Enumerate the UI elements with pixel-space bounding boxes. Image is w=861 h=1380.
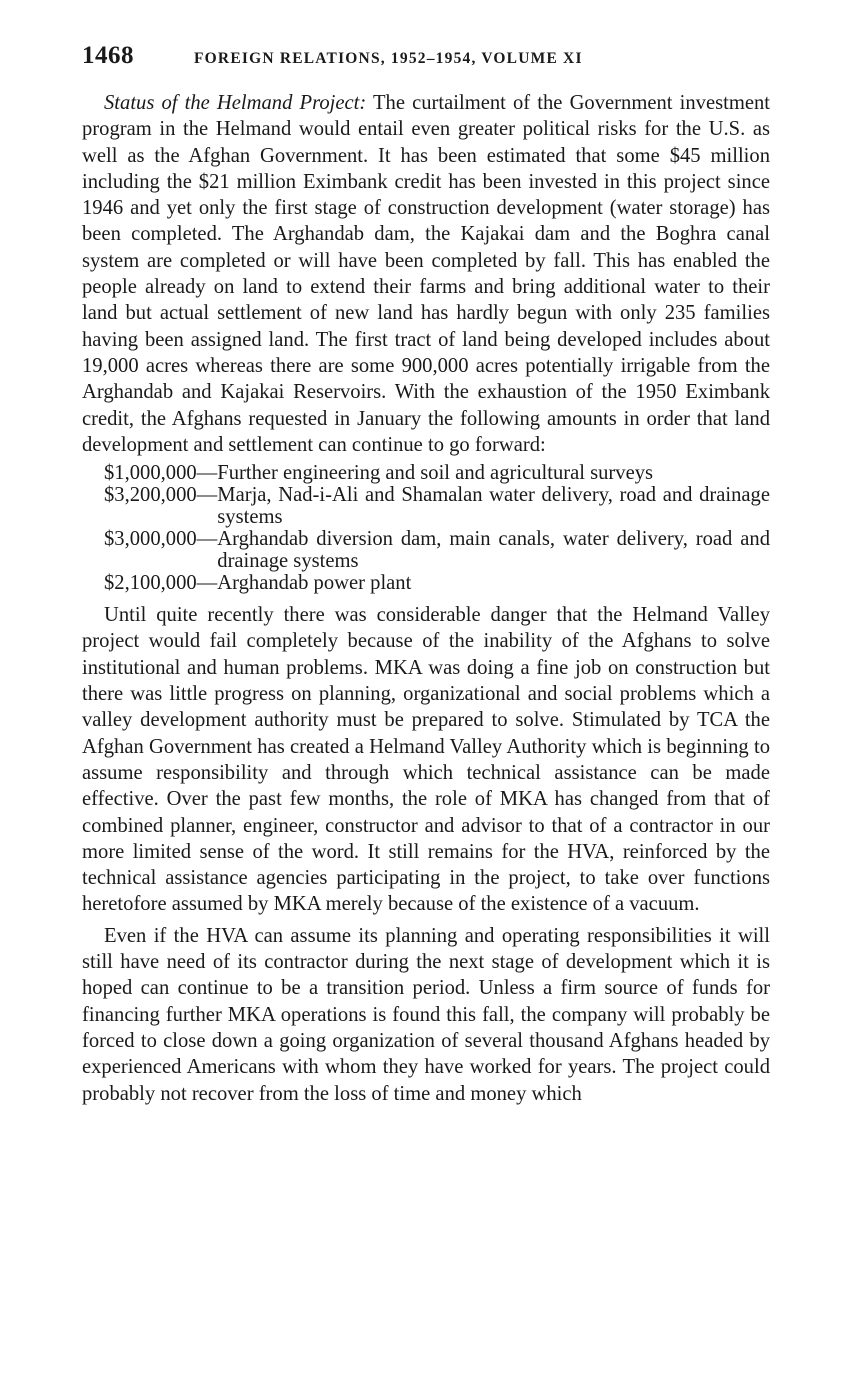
list-item [104,462,770,484]
amount-description: Marja, Nad-i-Ali and Shamalan water delivery, road and drainage systems [217,484,770,529]
volume-title: FOREIGN RELATIONS, 1952–1954, VOLUME XI [194,50,583,67]
running-header [82,42,770,78]
amount-value: $1,000,000— [104,462,218,485]
amount-value: $2,100,000— [104,572,218,595]
document-page [82,42,770,1107]
section-lead: Status of the Helmand Project: [104,92,367,114]
list-item [104,484,770,528]
amount-description: Arghandab power plant [217,572,412,595]
paragraph-valley-authority: Until quite recently there was considerable danger that the Helmand Valley project would fail completely because of the inability of the Afghans to solve institutional and human problems. MKA was doing a fine job on construction but there was little progress on planning, organizational and social problems which a valley development authority must be prepared to solve. Stimulated by TCA the Afghan Government has created a Helmand Valley Authority which is beginning to assume responsibility and through which technical assistance can be made effective. Over the past few months, the role of MKA has changed from that of combined planner, engineer, constructor and advisor to that of a contractor in our more limited sense of the word. It still remains for the HVA, reinforced by the technical assistance agencies participating in the project, to take over functions heretofore assumed by MKA merely because of the existence of a vacuum. [82,604,770,916]
funding-requests-list [104,462,770,594]
paragraph-text: The curtailment of the Government investment program in the Helmand would entail even greater political risks for the U.S. as well as the Afghan Government. It has been estimated that some $45 million including the $21 million Eximbank credit has been invested in this project since 1946 and yet only the first stage of construction development (water storage) has been completed. The Arghandab dam, the Kajakai dam and the Boghra canal system are completed or will have been completed by fall. This has enabled the people already on land to extend their farms and bring additional water to their land but actual settlement of new land has hardly begun with only 235 families having been assigned land. The first tract of land being developed includes about 19,000 acres whereas there are some 900,000 acres potentially irrigable from the Arghandab and Kajakai Reservoirs. With the exhaustion of the 1950 Eximbank credit, the Afghans requested in January the following amounts in order that land development and settlement can continue to go forward: [82,92,770,456]
amount-value: $3,200,000— [104,484,218,507]
paragraph-contractor-need: Even if the HVA can assume its planning and operating responsibilities it will still have need of its contractor during the next stage of development which it is hoped can continue to be a transition period. Unless a firm source of funds for financing further MKA operations is found this fall, the company will probably be forced to close down a going organization of several thousand Afghans headed by experienced Americans with whom they have worked for years. The project could probably not recover from the loss of time and money which [82,924,770,1105]
paragraph-helmand-status [82,90,770,458]
list-item [104,528,770,572]
page-number: 1468 [82,42,134,69]
amount-description: Arghandab diversion dam, main canals, water delivery, road and drainage systems [217,528,770,573]
list-item [104,572,770,594]
amount-value: $3,000,000— [104,528,218,551]
amount-description: Further engineering and soil and agricultural surveys [217,462,654,485]
